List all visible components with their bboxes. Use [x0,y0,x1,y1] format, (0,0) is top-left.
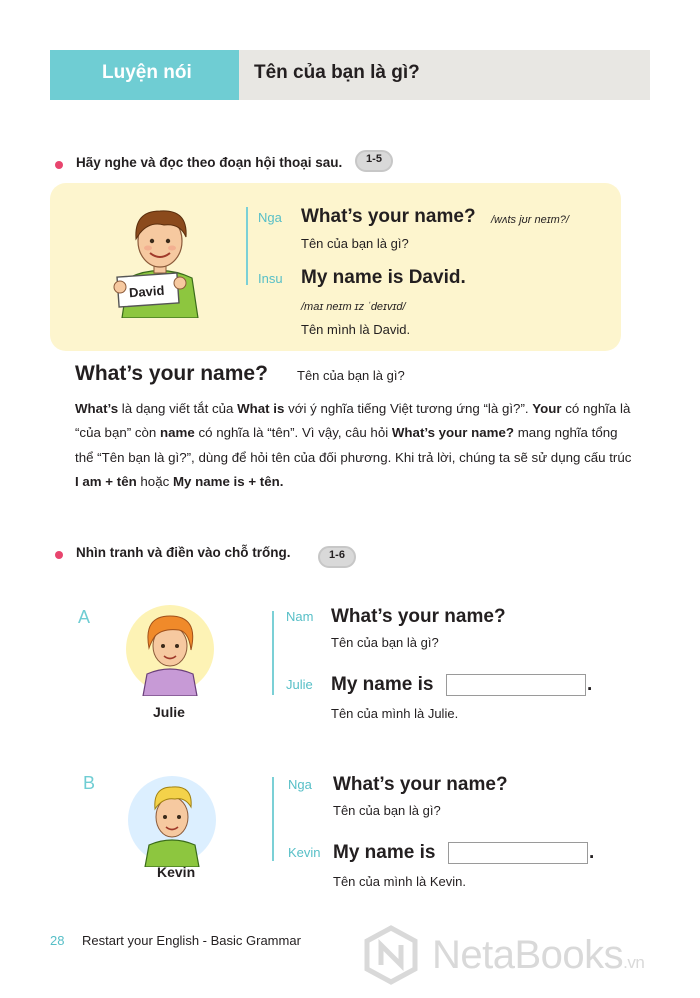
caption-julie: Julie [153,704,185,720]
speaker-insu: Insu [258,271,283,286]
vietnamese-question: Tên của bạn là gì? [301,236,409,251]
book-title: Restart your English - Basic Grammar [82,933,301,948]
english-answer-b: My name is [333,842,436,863]
section-label: Luyện nói [102,62,192,83]
watermark-text: NetaBooks.vn [432,933,645,977]
english-answer: My name is David. [301,267,466,288]
vietnamese-answer-a: Tên của mình là Julie. [331,706,459,721]
bullet-icon [55,551,63,559]
vietnamese-answer: Tên mình là David. [301,322,411,337]
boy-david-illustration [110,203,210,318]
audio-track-badge[interactable] [355,150,393,172]
netabooks-logo-icon [363,925,419,985]
dialogue-divider [272,777,274,861]
answer-blank-a[interactable] [446,674,586,696]
answer-blank-b[interactable] [448,842,588,864]
english-question-a: What’s your name? [331,606,506,627]
boy-kevin-illustration [125,773,219,867]
explain-paragraph: What’s là dạng viết tắt của What is với ý nghĩa tiếng Việt tương ứng “là gì?”. Your có nghĩa là “của bạn” còn name có nghĩa là “tên”. Vì vậy, câu hỏi What’s your name? mang nghĩa tổng thể “Tên bạn là gì?”, dùng để hỏi tên của đối phương. Khi trả lời, chúng ta sẽ sử dụng cấu trúc I am + tên hoặc My name is + tên. [75,401,632,490]
section-label-box [50,50,239,100]
speaker-nga: Nga [258,210,282,225]
speaker-kevin: Kevin [288,845,321,860]
audio-track-badge[interactable] [318,546,356,568]
explain-title: What’s your name? [75,362,268,385]
ipa-question: /wʌts jʊr neɪm?/ [491,214,569,226]
english-question-b: What’s your name? [333,774,508,795]
item-letter-a: A [78,607,91,627]
instruction-fill: Nhìn tranh và điền vào chỗ trống. [76,545,291,560]
ipa-answer: /maɪ neɪm ɪz ˈdeɪvɪd/ [301,301,406,313]
bullet-icon [55,161,63,169]
lesson-title-box [239,50,650,100]
item-letter-b: B [83,773,96,793]
girl-julie-illustration [123,602,217,696]
caption-kevin: Kevin [157,864,196,880]
english-question: What’s your name? [301,206,476,227]
name-card-text: David [128,282,165,301]
instruction-listen: Hãy nghe và đọc theo đoạn hội thoại sau. [76,155,343,170]
audio-track-label: 1-6 [329,549,345,561]
speaker-nam: Nam [286,609,314,624]
dialogue-divider [272,611,274,695]
lesson-title: Tên của bạn là gì? [254,62,420,83]
vietnamese-answer-b: Tên của mình là Kevin. [333,874,466,889]
vietnamese-question-a: Tên của bạn là gì? [331,635,439,650]
audio-track-label: 1-5 [366,153,382,165]
period: . [589,842,595,863]
page-number: 28 [50,933,65,948]
vietnamese-question-b: Tên của bạn là gì? [333,803,441,818]
period: . [587,674,593,695]
speaker-julie: Julie [286,677,313,692]
speaker-nga-b: Nga [288,777,312,792]
english-answer-a: My name is [331,674,434,695]
dialogue-divider [246,207,248,285]
explain-title-vi: Tên của bạn là gì? [297,368,405,383]
